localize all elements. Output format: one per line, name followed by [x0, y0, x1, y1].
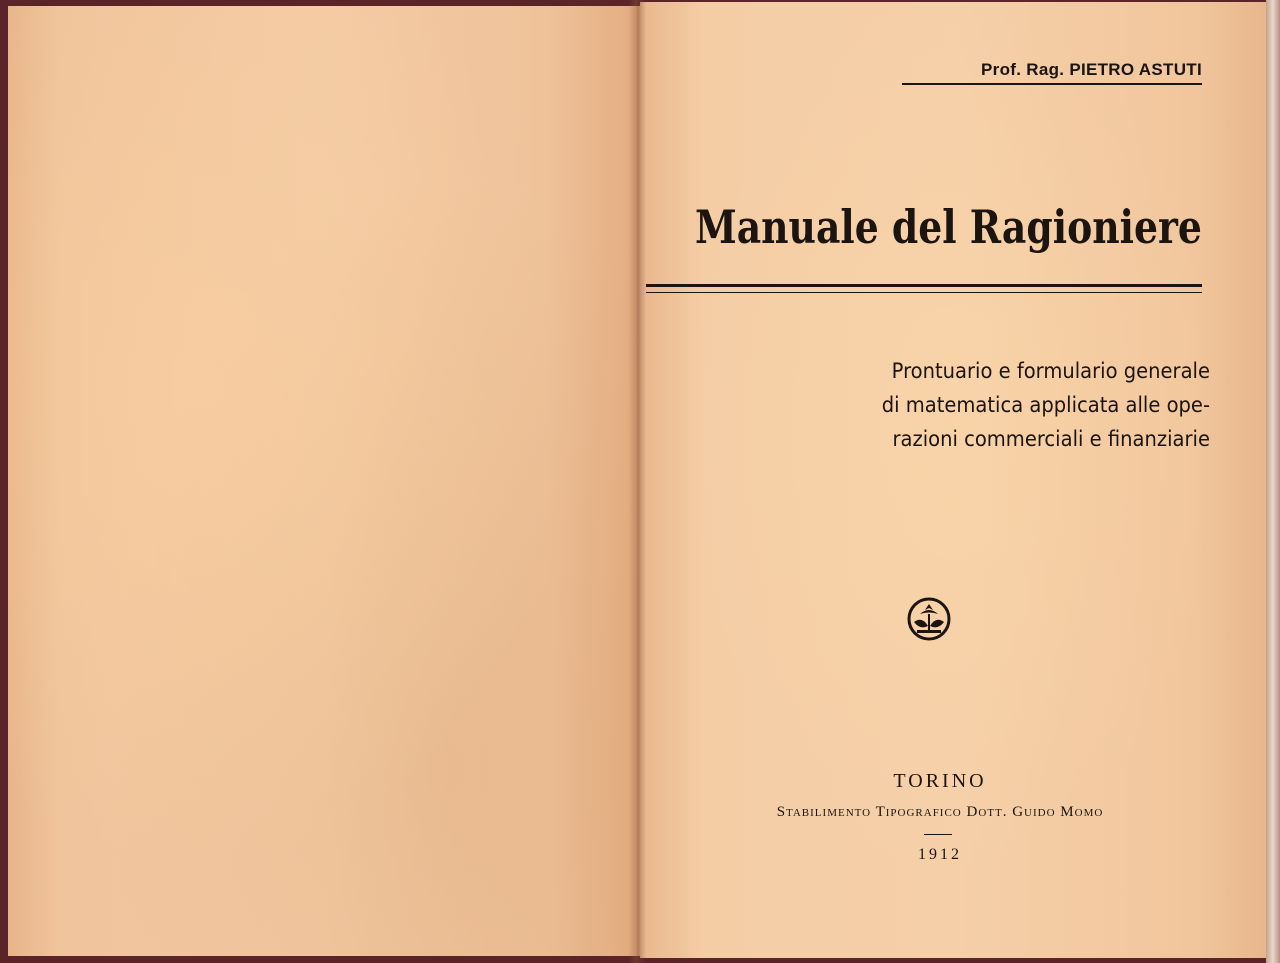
book-subtitle [819, 354, 1210, 456]
subtitle-line: Prontuario e formulario generale [891, 359, 1210, 383]
subtitle-line: razioni commerciali e finanziarie [892, 427, 1210, 451]
separator-dash [924, 834, 952, 835]
publisher-emblem-icon [906, 596, 952, 642]
left-blank-page [8, 6, 642, 956]
title-rule-thin [646, 292, 1202, 293]
title-rule-thick [646, 284, 1202, 287]
publication-year: 1912 [918, 846, 962, 863]
author-underline [902, 83, 1202, 85]
publisher-name: Stabilimento Tipografico Dott. Guido Momo [776, 804, 1104, 820]
title-page [640, 2, 1272, 958]
subtitle-line: di matematica applicata alle ope- [881, 393, 1210, 417]
page-edge [1266, 0, 1280, 963]
book-title: Manuale del Ragioniere [694, 200, 1202, 254]
title-page-content [640, 2, 1272, 958]
publication-city: TORINO [893, 770, 987, 792]
author-name: Prof. Rag. PIETRO ASTUTI [981, 60, 1202, 79]
book-gutter [628, 0, 646, 963]
